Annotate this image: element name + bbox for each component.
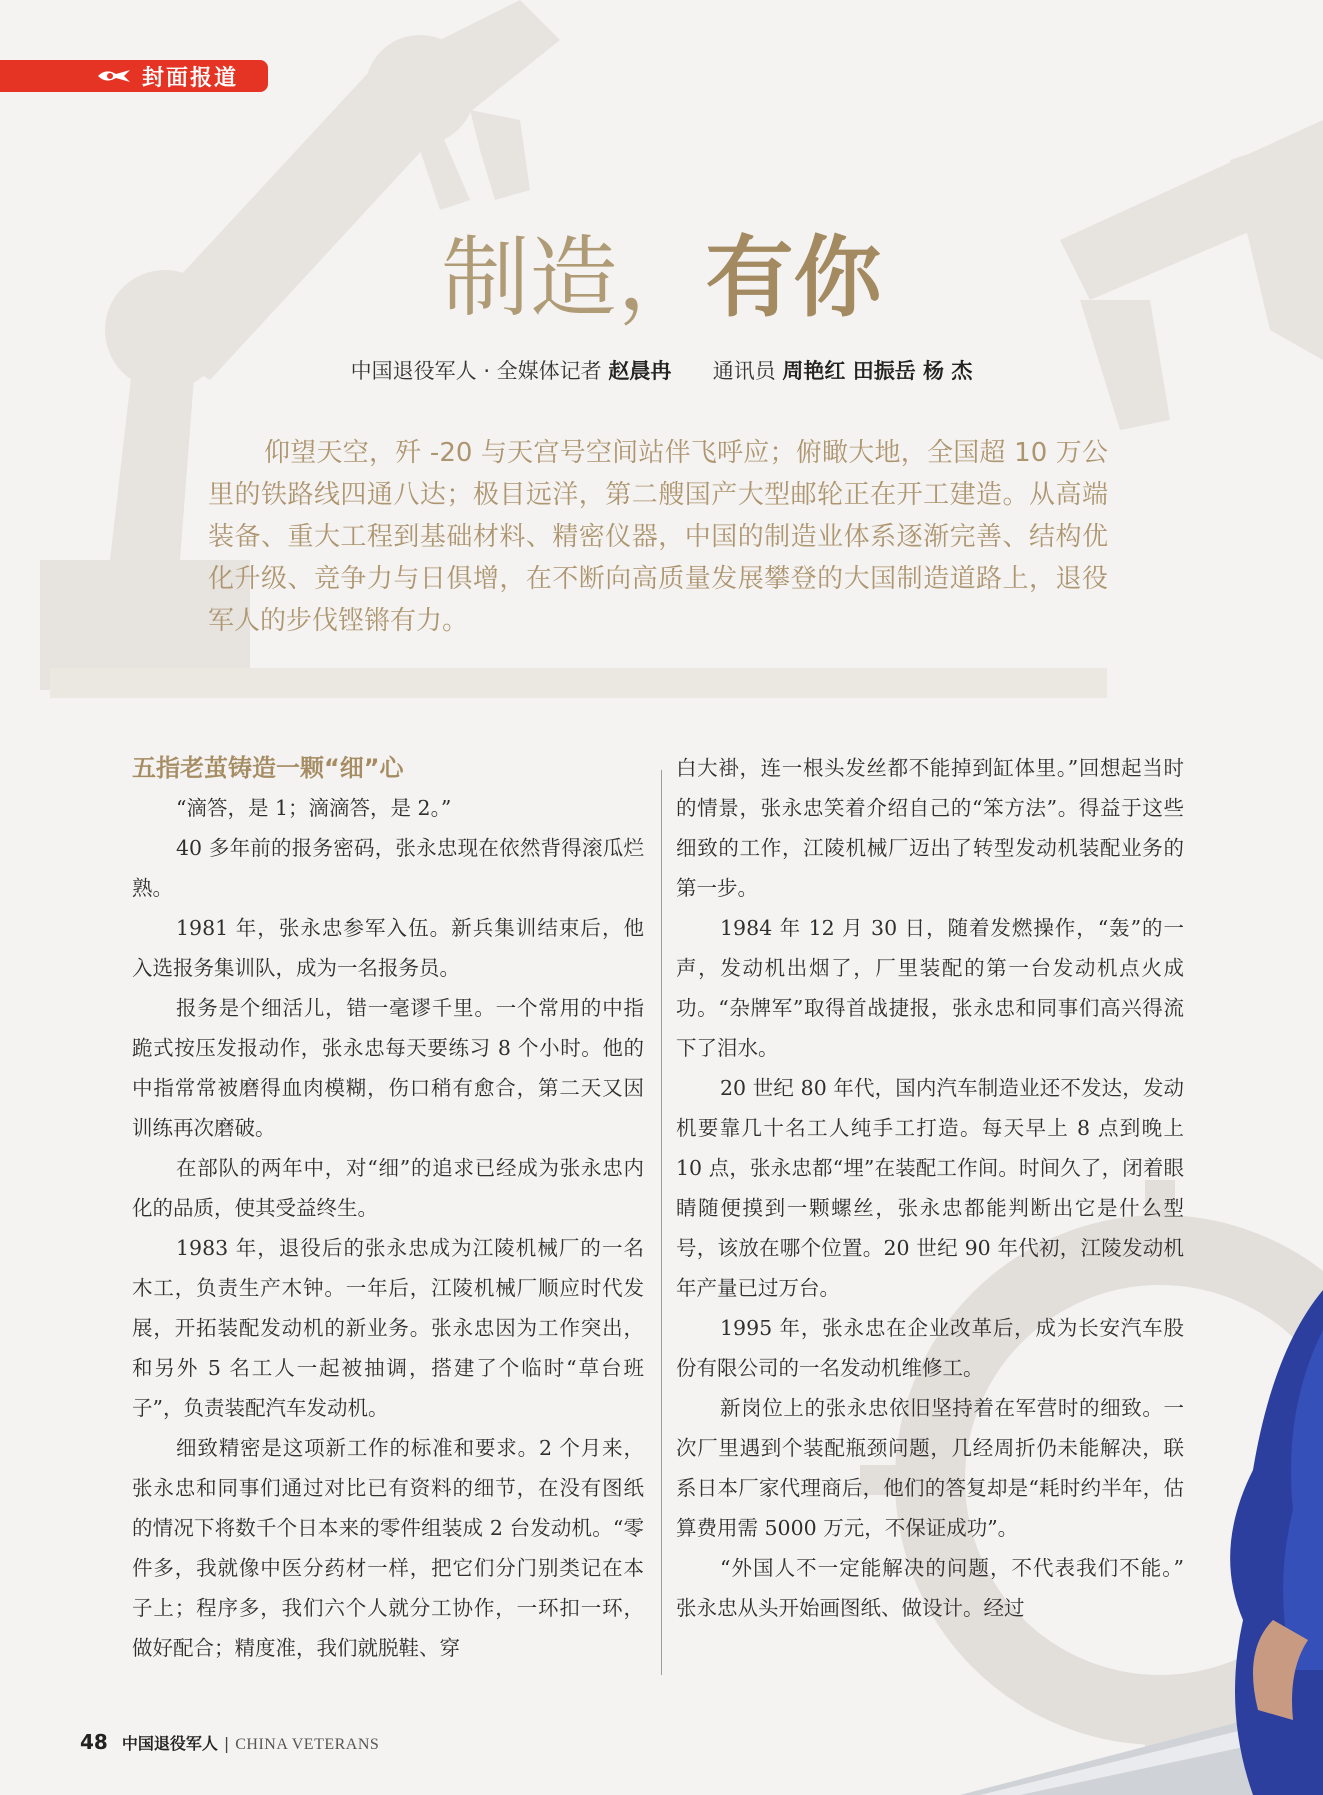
body-paragraph: 细致精密是这项新工作的标准和要求。2 个月来，张永忠和同事们通过对比已有资料的细节，在没有图纸的情况下将数千个日本来的零件组装成 2 台发动机。“零件多，我就像中医分药材一样，把它们分门别类记在本子上；程序多，我们六个人就分工协作，一环扣一环，做好配合；精度准，我们就脱鞋、穿 [132,1436,644,1660]
column-divider [661,770,662,1675]
worker-photo [1213,1290,1323,1795]
byline-reporter: 赵晨冉 [608,359,672,383]
magazine-name-cn: 中国退役军人 [121,1734,218,1753]
lead-underline-bar [50,668,1107,698]
lead-paragraph: 仰望天空，歼 -20 与天宫号空间站伴飞呼应；俯瞰大地，全国超 10 万公里的铁路线四通八达；极目远洋，第二艘国产大型邮轮正在开工建造。从高端装备、重大工程到基础材料、精密仪器，中国的制造业体系逐渐完善、结构优化升级、竞争力与日俱增，在不断向高质量发展攀登的大国制造道路上，退役军人的步伐铿锵有力。 [208,438,1108,636]
byline-correspondent-prefix: 通讯员 [712,359,776,383]
title-light: 制造， [441,226,706,329]
section-tag [0,60,268,92]
article-title [0,228,1323,328]
body-paragraph: 40 多年前的报务密码，张永忠现在依然背得滚瓜烂熟。 [132,836,644,900]
body-paragraph: 1983 年，退役后的张永忠成为江陵机械厂的一名木工，负责生产木钟。一年后，江陵机械厂顺应时代发展，开拓装配发动机的新业务。张永忠因为工作突出，和另外 5 名工人一起被抽调，搭建了个临时“草台班子”，负责装配汽车发动机。 [132,1236,644,1420]
body-paragraph: 1995 年，张永忠在企业改革后，成为长安汽车股份有限公司的一名发动机维修工。 [676,1316,1184,1380]
byline-prefix: 中国退役军人 · 全媒体记者 [350,359,602,383]
byline-correspondents: 周艳红 田振岳 杨 杰 [782,359,973,383]
right-column [676,748,1184,1628]
body-paragraph: 新岗位上的张永忠依旧坚持着在军营时的细致。一次厂里遇到个装配瓶颈问题，几经周折仍未能解决，联系日本厂家代理商后，他们的答复却是“耗时约半年，估算费用需 5000 万元，不保证成功”。 [676,1396,1184,1540]
body-paragraph: 报务是个细活儿，错一毫谬千里。一个常用的中指跪式按压发报动作，张永忠每天要练习 8 个小时。他的中指常常被磨得血肉模糊，伤口稍有愈合，第二天又因训练再次磨破。 [132,996,644,1140]
body-paragraph: 在部队的两年中，对“细”的追求已经成为张永忠内化的品质，使其受益终生。 [132,1156,644,1220]
section-subheading: 五指老茧铸造一颗“细”心 [132,754,404,782]
body-paragraph: “外国人不一定能解决的问题，不代表我们不能。” 张永忠从头开始画图纸、做设计。经过 [676,1556,1184,1620]
body-paragraph-continued: 白大褂，连一根头发丝都不能掉到缸体里。”回想起当时的情景，张永忠笑着介绍自己的“笨方法”。得益于这些细致的工作，江陵机械厂迈出了转型发动机装配业务的第一步。 [676,756,1184,900]
body-paragraph: “滴答，是 1；滴滴答，是 2。” [176,796,452,820]
body-paragraph: 20 世纪 80 年代，国内汽车制造业还不发达，发动机要靠几十名工人纯手工打造。每天早上 8 点到晚上 10 点，张永忠都“埋”在装配工作间。时间久了，闭着眼睛随便摸到一颗螺丝，张永忠都能判断出它是什么型号，该放在哪个位置。20 世纪 90 年代初，江陵发动机年产量已过万台。 [676,1076,1184,1300]
title-bold: 有你 [705,226,882,329]
page-footer [80,1730,379,1754]
byline [0,355,1323,385]
footer-separator: | [223,1734,230,1753]
magazine-name-en: CHINA VETERANS [235,1736,380,1753]
aircraft-logo-icon [96,66,132,86]
body-paragraph: 1984 年 12 月 30 日，随着发燃操作，“轰”的一声，发动机出烟了，厂里装配的第一台发动机点火成功。“杂牌军”取得首战捷报，张永忠和同事们高兴得流下了泪水。 [676,916,1184,1060]
left-column [132,748,644,1668]
body-paragraph: 1981 年，张永忠参军入伍。新兵集训结束后，他入选报务集训队，成为一名报务员。 [132,916,644,980]
page-number: 48 [80,1730,108,1754]
section-label: 封面报道 [142,65,239,91]
